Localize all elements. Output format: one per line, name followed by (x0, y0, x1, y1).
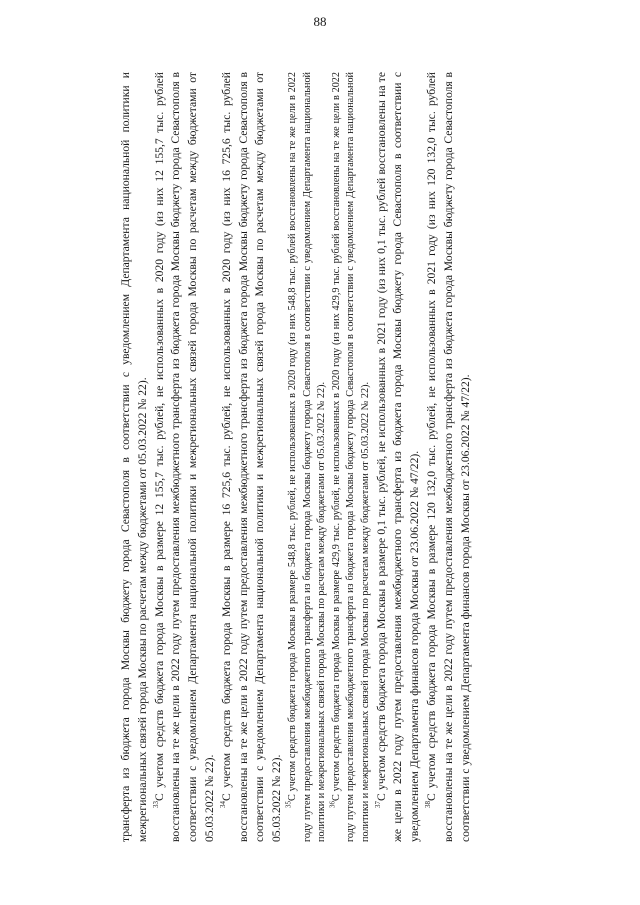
footnote-37 (374, 72, 424, 842)
rotated-footnotes-block (118, 72, 474, 842)
footnote-text: С учетом средств бюджета города Москвы в размере 16 725,6 тыс. рублей, не использованных в 2020 году (из них 16 725,6 тыс. рублей восстановлены на те же цели в 2022 году путем предоставления межбюджетного трансферта из бюджета города Москвы бюджету города Севастополя в соответствии с уведомлением Департамента национальной политики и межрегиональных связей города Москвы по расчетам между бюджетами от 05.03.2022 № 22). (219, 72, 284, 842)
footnote-text: С учетом средств бюджета города Москвы в размере 548,8 тыс. рублей, не использованных в 2020 году (из них 548,8 тыс. рублей восстановлены на те же цели в 2022 году путем предоставления межбюджетного трансферта из бюджета города Москвы бюджету города Севастополя в соответствии с уведомлением Департамента национальной политики и межрегиональных связей города Москвы по расчетам между бюджетами от 05.03.2022 № 22). (286, 72, 328, 842)
footnote-marker: 37 (373, 801, 382, 808)
footnote-35 (286, 72, 330, 842)
footnote-marker: 35 (284, 801, 293, 808)
footnote-marker: 34 (218, 801, 227, 808)
footnote-marker: 38 (424, 801, 433, 808)
footnote-34 (219, 72, 286, 842)
footnote-36 (330, 72, 374, 842)
page-number: 88 (313, 14, 327, 29)
footnote-text: С учетом средств бюджета города Москвы в размере 0,1 тыс. рублей, не использованных в 2021 году (из них 0,1 тыс. рублей восстановлены на те же цели в 2022 году путем предоставления межбюджетного трансферта из бюджета города Москвы бюджету города Севастополя в соответствии с уведомлением Департамента финансов города Москвы от 23.06.2022 № 47/22). (374, 72, 422, 842)
footnote-continuation: трансферта из бюджета города Москвы бюджету города Севастополя в соответствии с уведомлением Департамента национальной политики и межрегиональных связей города Москвы по расчетам между бюджетами от 05.03.2022 № 22). (119, 72, 149, 842)
footnote-text: С учетом средств бюджета города Москвы в размере 12 155,7 тыс. рублей, не использованных в 2020 году (из них 12 155,7 тыс. рублей восстановлены на те же цели в 2022 году путем предоставления межбюджетного трансферта из бюджета города Москвы бюджету города Севастополя в соответствии с уведомлением Департамента национальной политики и межрегиональных связей города Москвы по расчетам между бюджетами от 05.03.2022 № 22). (152, 72, 216, 842)
footnote-text: С учетом средств бюджета города Москвы в размере 429,9 тыс. рублей, не использованных в 2020 году (из них 429,9 тыс. рублей восстановлены на те же цели в 2022 году путем предоставления межбюджетного трансферта из бюджета города Москвы бюджету города Севастополя в соответствии с уведомлением Департамента национальной политики и межрегиональных связей города Москвы по расчетам между бюджетами от 05.03.2022 № 22). (330, 72, 371, 842)
footnote-text: С учетом средств бюджета города Москвы в размере 120 132,0 тыс. рублей, не использованных в 2021 году (из них 120 132,0 тыс. рублей восстановлены на те же цели в 2022 году путем предоставления межбюджетного трансферта из бюджета города Москвы бюджету города Севастополя в соответствии с уведомлением Департамента финансов города Москвы от 23.06.2022 № 47/22). (424, 72, 472, 842)
footnote-33 (152, 72, 219, 842)
footnote-marker: 36 (328, 801, 337, 808)
footnote-38 (424, 72, 474, 842)
footnote-marker: 33 (151, 801, 160, 808)
